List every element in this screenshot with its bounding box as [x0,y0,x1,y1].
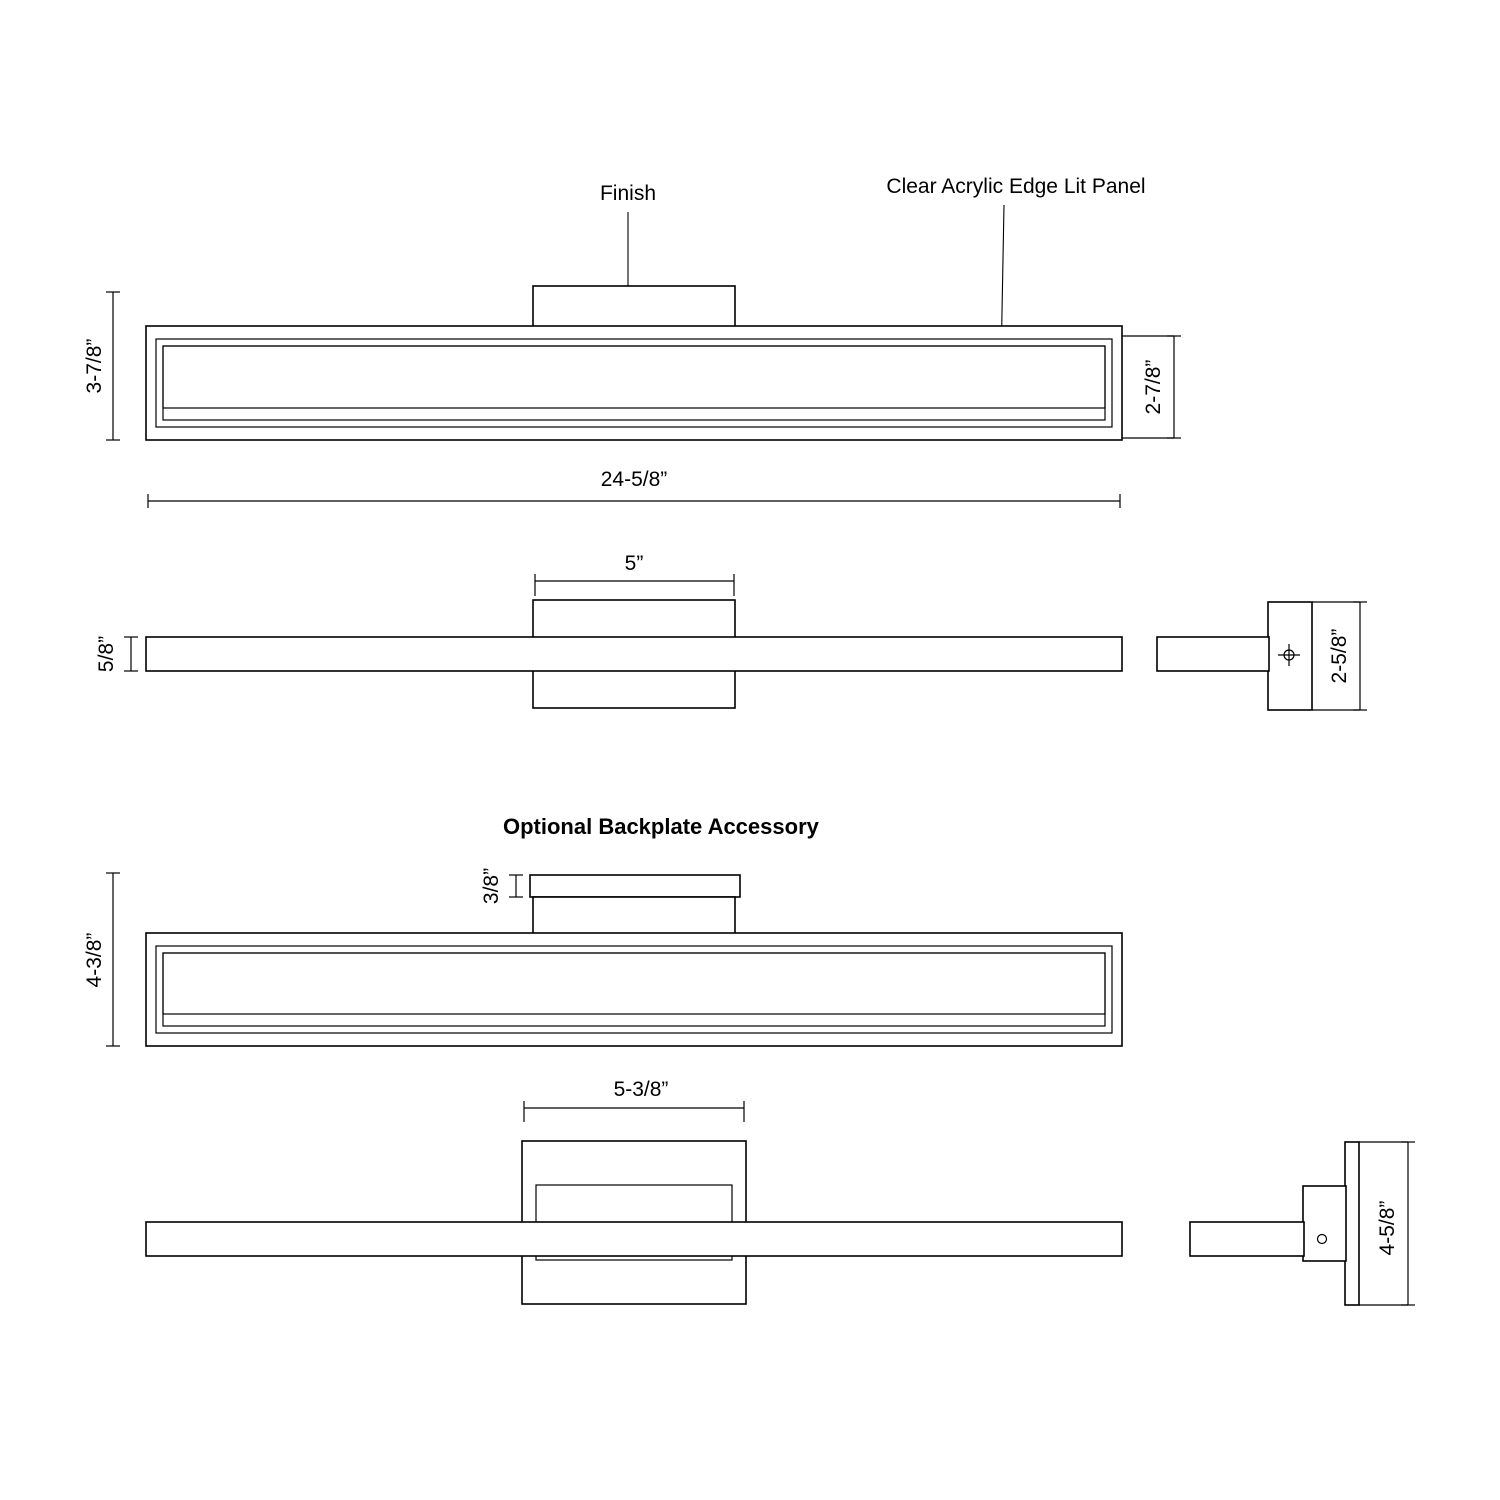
callout-label-acrylic-panel: Clear Acrylic Edge Lit Panel [886,175,1146,198]
backplate-side-view [1190,1142,1359,1305]
fixture-top-view [146,600,1122,708]
dimension-backplate-height-overall [83,873,120,1046]
dimension-main-height-overall [83,292,120,440]
backplate-front-view [146,875,1122,1046]
section-heading-backplate-accessory: Optional Backplate Accessory [503,814,819,839]
dimension-main-backplate-width [535,552,734,596]
backplate-top-view [146,1141,1122,1304]
dimension-value-d3: 24-5/8” [600,468,668,491]
fixture-front-view [146,286,1122,440]
dimension-value-d7: 3/8” [480,867,503,905]
dimension-backplate-thickness [480,868,523,904]
dimension-value-d8: 4-3/8” [83,932,106,988]
dimension-value-d5: 5/8” [95,635,118,673]
dimension-main-width [148,468,1120,508]
dimension-value-d10: 4-5/8” [1376,1200,1399,1256]
dimension-backplate-width [524,1078,744,1122]
dimension-value-d1: 3-7/8” [83,338,106,394]
dimension-main-panel-height [1122,336,1181,438]
dimension-value-d9: 5-3/8” [613,1078,669,1101]
fixture-side-view [1157,602,1312,710]
dimension-backplate-side-height [1359,1142,1415,1305]
callout-label-finish: Finish [599,182,657,205]
dimension-value-d2: 2-7/8” [1142,359,1165,415]
dimension-main-depth [95,636,138,672]
dimension-value-d4: 5” [624,552,644,575]
dimension-value-d6: 2-5/8” [1328,628,1351,684]
dimension-main-side-height [1312,602,1367,710]
